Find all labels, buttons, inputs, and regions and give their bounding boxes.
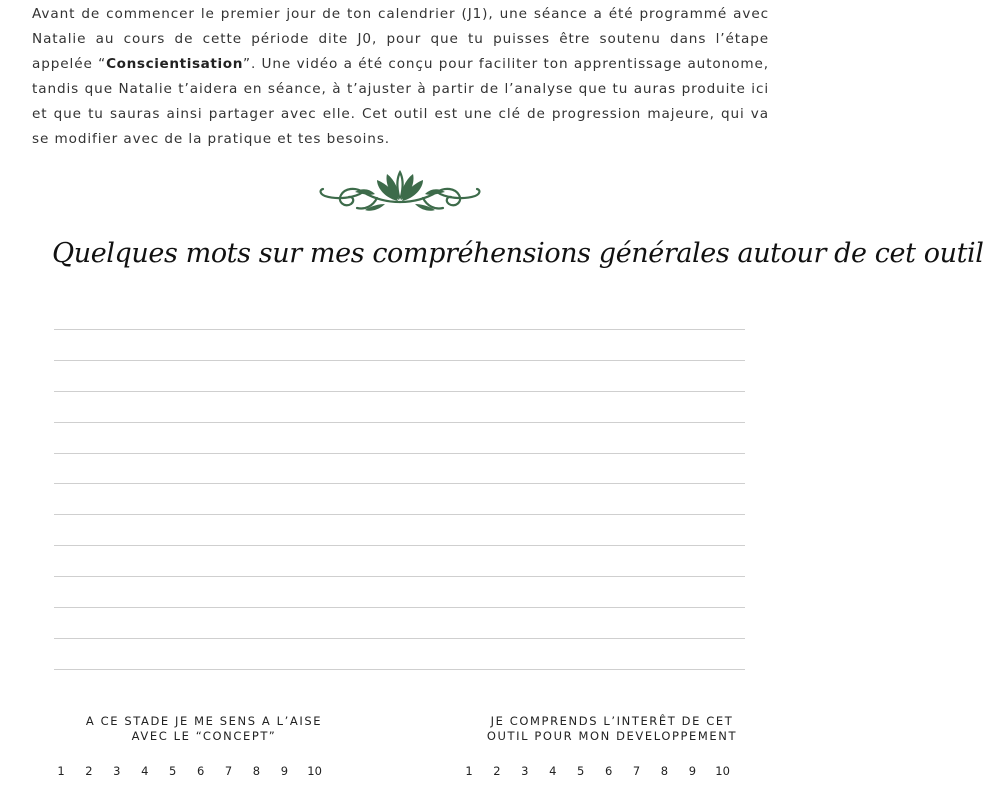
comfort-scale-option-1[interactable]: 1 bbox=[57, 764, 65, 778]
interest-scale-option-8[interactable]: 8 bbox=[660, 764, 669, 778]
comfort-scale-label-line2: AVEC LE “CONCEPT” bbox=[131, 729, 277, 743]
comfort-scale bbox=[54, 714, 354, 778]
section-heading: Quelques mots sur mes compréhensions générales autour de cet outil bbox=[52, 238, 984, 269]
writing-line[interactable] bbox=[54, 360, 745, 361]
comfort-scale-option-4[interactable]: 4 bbox=[141, 764, 149, 778]
interest-scale-option-5[interactable]: 5 bbox=[577, 764, 585, 778]
interest-scale-option-9[interactable]: 9 bbox=[688, 764, 697, 778]
comfort-scale-option-10[interactable]: 10 bbox=[307, 764, 322, 778]
comfort-scale-label bbox=[54, 714, 354, 744]
writing-line[interactable] bbox=[54, 514, 745, 515]
writing-line[interactable] bbox=[54, 483, 745, 484]
writing-line[interactable] bbox=[54, 638, 745, 639]
comfort-scale-label-line1: A CE STADE JE ME SENS A L’AISE bbox=[85, 714, 323, 728]
writing-line[interactable] bbox=[54, 669, 745, 670]
writing-line[interactable] bbox=[54, 545, 745, 546]
interest-scale-option-4[interactable]: 4 bbox=[549, 764, 557, 778]
interest-scale-option-3[interactable]: 3 bbox=[521, 764, 529, 778]
writing-line[interactable] bbox=[54, 607, 745, 608]
interest-scale-label-line1: JE COMPRENDS L’INTERÊT DE CET bbox=[490, 714, 734, 728]
interest-scale-option-7[interactable]: 7 bbox=[632, 764, 641, 778]
comfort-scale-option-3[interactable]: 3 bbox=[113, 764, 121, 778]
interest-scale-option-1[interactable]: 1 bbox=[465, 764, 473, 778]
comfort-scale-option-8[interactable]: 8 bbox=[252, 764, 261, 778]
intro-paragraph bbox=[32, 2, 769, 152]
interest-scale bbox=[462, 714, 762, 778]
writing-line[interactable] bbox=[54, 422, 745, 423]
intro-text-after: ”. Une vidéo a été conçu pour faciliter ton apprentissage autonome, tandis que Natalie t’aidera en séance, à t’ajuster à partir de l’analyse que tu auras produite ici et que tu sauras ainsi partager avec elle. Cet outil est une clé de progression majeure, qui va se modifier avec de la pratique et tes besoins. bbox=[32, 56, 769, 147]
writing-area[interactable] bbox=[54, 329, 745, 700]
intro-bold-term: Conscientisation bbox=[106, 56, 243, 72]
interest-scale-option-6[interactable]: 6 bbox=[604, 764, 613, 778]
interest-scale-label-line2: OUTIL POUR MON DEVELOPPEMENT bbox=[486, 729, 738, 743]
comfort-scale-option-7[interactable]: 7 bbox=[224, 764, 233, 778]
intro-text-before: Avant de commencer le premier jour de ton calendrier (J1), une séance a été programmé avec Natalie au cours de cette période dite J0, pour que tu puisses être soutenu dans l’étape appelée “ bbox=[32, 6, 769, 72]
comfort-scale-option-5[interactable]: 5 bbox=[169, 764, 177, 778]
comfort-scale-option-9[interactable]: 9 bbox=[280, 764, 289, 778]
interest-scale-label bbox=[462, 714, 762, 744]
comfort-scale-option-2[interactable]: 2 bbox=[85, 764, 93, 778]
interest-scale-option-10[interactable]: 10 bbox=[715, 764, 730, 778]
writing-line[interactable] bbox=[54, 391, 745, 392]
floral-ornament-icon bbox=[315, 168, 485, 218]
interest-scale-option-2[interactable]: 2 bbox=[493, 764, 501, 778]
writing-line[interactable] bbox=[54, 329, 745, 330]
comfort-scale-option-6[interactable]: 6 bbox=[196, 764, 205, 778]
writing-line[interactable] bbox=[54, 453, 745, 454]
interest-scale-options bbox=[462, 764, 730, 778]
comfort-scale-options bbox=[54, 764, 322, 778]
writing-line[interactable] bbox=[54, 576, 745, 577]
